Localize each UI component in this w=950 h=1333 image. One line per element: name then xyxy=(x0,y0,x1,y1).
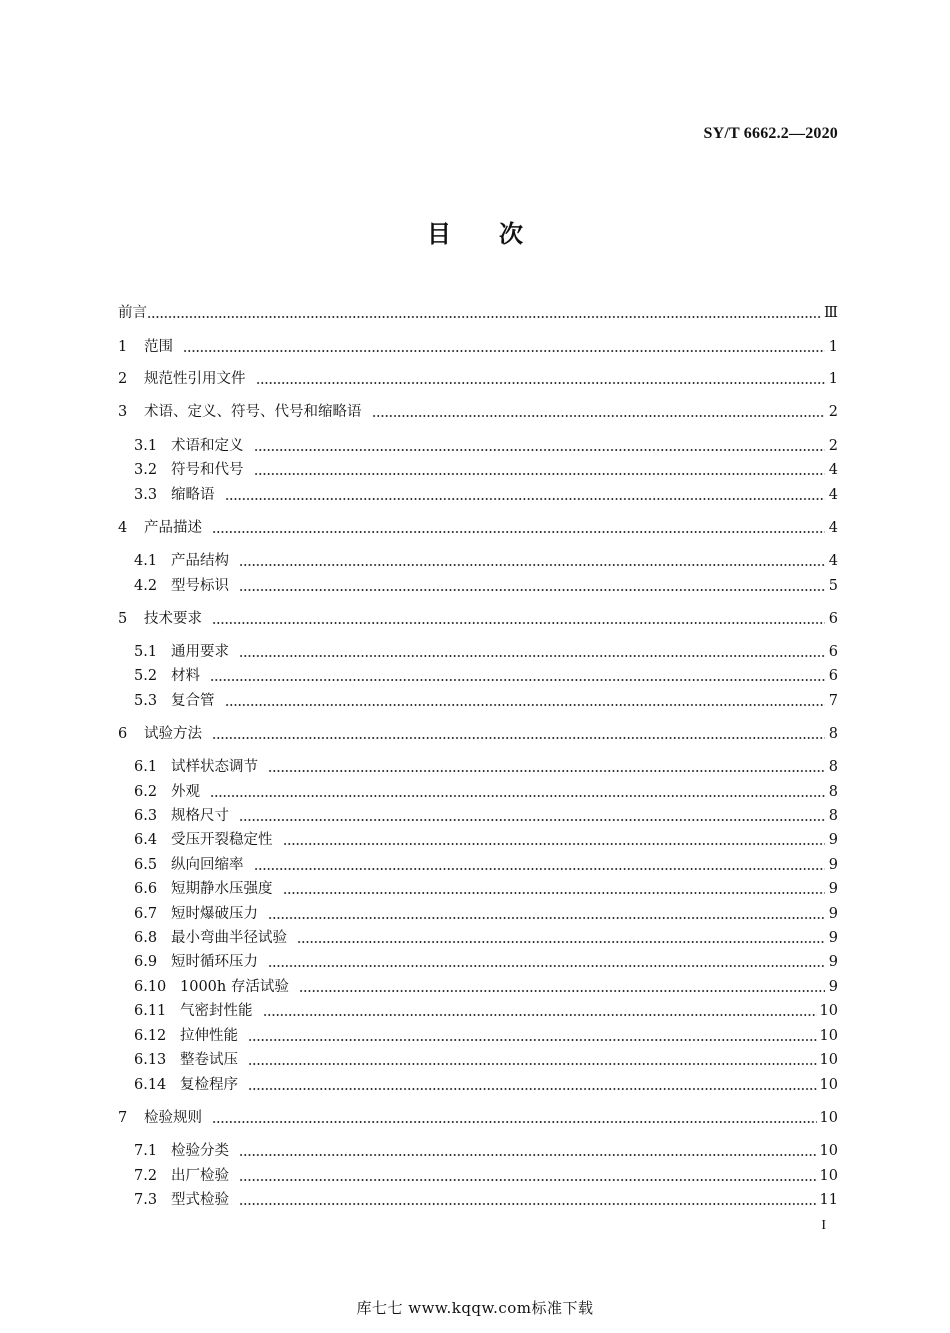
toc-entry[interactable] xyxy=(134,927,838,949)
toc-entry-page: 11 xyxy=(819,1192,838,1208)
toc-entry-page: 1 xyxy=(828,371,838,387)
toc-entry-number: 1 xyxy=(118,339,128,355)
footer-watermark: 库七七 www.kqqw.com标准下载 xyxy=(356,1299,594,1317)
toc-leader-dots xyxy=(225,690,826,712)
toc-leader-dots xyxy=(210,781,825,803)
toc-entry-text: 短时爆破压力 xyxy=(171,906,258,922)
toc-entry-text: 规格尺寸 xyxy=(171,808,229,824)
toc-leader-dots xyxy=(268,756,825,778)
toc-entry[interactable] xyxy=(134,484,838,506)
toc-entry-page: 9 xyxy=(828,881,838,897)
toc-entry-number: 6.11 xyxy=(134,1003,167,1019)
toc-leader-dots xyxy=(283,829,826,851)
toc-entry-page: 2 xyxy=(828,404,838,420)
toc-entry-number: 5.2 xyxy=(134,668,158,684)
toc-entry-page: 4 xyxy=(828,520,838,536)
toc-entry-number: 6.8 xyxy=(134,930,158,946)
toc-entry-text: 纵向回缩率 xyxy=(171,857,244,873)
toc-entry[interactable] xyxy=(118,723,838,745)
toc-entry[interactable] xyxy=(134,459,838,481)
toc-leader-dots xyxy=(225,484,826,506)
toc-entry-text: 拉伸性能 xyxy=(180,1028,238,1044)
toc-entry-text: 气密封性能 xyxy=(180,1003,253,1019)
toc-leader-dots xyxy=(239,1140,817,1162)
toc-entry-text: 技术要求 xyxy=(144,611,202,627)
toc-leader-dots xyxy=(147,302,821,324)
toc-entry-page: 9 xyxy=(828,954,838,970)
toc-entry-text: 规范性引用文件 xyxy=(144,371,246,387)
toc-leader-dots xyxy=(254,854,826,876)
toc-entry-text: 受压开裂稳定性 xyxy=(171,832,273,848)
toc-entry[interactable] xyxy=(134,756,838,778)
toc-leader-dots xyxy=(239,550,825,572)
toc-entry-text: 型式检验 xyxy=(171,1192,229,1208)
toc-entry[interactable] xyxy=(134,550,838,572)
toc-entry-page: 6 xyxy=(828,611,838,627)
toc-entry[interactable] xyxy=(134,805,838,827)
toc-entry[interactable] xyxy=(134,690,838,712)
toc-entry-number: 4.2 xyxy=(134,578,158,594)
toc-entry-page: 10 xyxy=(819,1077,838,1093)
toc-leader-dots xyxy=(248,1074,817,1096)
toc-entry[interactable] xyxy=(134,976,838,998)
toc-entry-text: 出厂检验 xyxy=(171,1168,229,1184)
toc-entry[interactable] xyxy=(134,641,838,663)
toc-leader-dots xyxy=(254,435,826,457)
toc-entry[interactable] xyxy=(134,878,838,900)
page-number: I xyxy=(821,1218,826,1233)
toc-entry[interactable] xyxy=(134,1000,838,1022)
toc-leader-dots xyxy=(212,1107,817,1129)
toc-entry[interactable] xyxy=(118,302,838,324)
toc-entry-page: 9 xyxy=(828,930,838,946)
toc-entry-page: 10 xyxy=(819,1003,838,1019)
toc-entry-number: 3.1 xyxy=(134,438,158,454)
toc-entry-number: 6.2 xyxy=(134,784,158,800)
toc-entry[interactable] xyxy=(134,435,838,457)
toc-entry-number: 6.9 xyxy=(134,954,158,970)
toc-entry-page: 10 xyxy=(819,1028,838,1044)
toc-entry[interactable] xyxy=(118,517,838,539)
toc-entry-text: 检验规则 xyxy=(144,1110,202,1126)
toc-entry[interactable] xyxy=(118,608,838,630)
toc-entry-page: 1 xyxy=(828,339,838,355)
toc-leader-dots xyxy=(268,903,825,925)
toc-entry-page: 9 xyxy=(828,857,838,873)
toc-entry-page: 4 xyxy=(828,487,838,503)
toc-leader-dots xyxy=(239,1165,817,1187)
toc-entry-text: 短时循环压力 xyxy=(171,954,258,970)
toc-entry-page: 8 xyxy=(828,759,838,775)
toc-entry-text: 最小弯曲半径试验 xyxy=(171,930,287,946)
toc-leader-dots xyxy=(212,608,825,630)
toc-entry[interactable] xyxy=(118,336,838,358)
toc-entry[interactable] xyxy=(134,951,838,973)
toc-entry-number: 7.2 xyxy=(134,1168,158,1184)
toc-leader-dots xyxy=(256,368,826,390)
toc-entry-number: 6.3 xyxy=(134,808,158,824)
toc-leader-dots xyxy=(254,459,826,481)
toc-entry[interactable] xyxy=(134,1074,838,1096)
toc-entry-page: 6 xyxy=(828,644,838,660)
toc-entry-page: Ⅲ xyxy=(824,305,838,321)
toc-entry-page: 8 xyxy=(828,726,838,742)
toc-entry-page: 8 xyxy=(828,784,838,800)
toc-entry-text: 复合管 xyxy=(171,693,215,709)
toc-entry-page: 9 xyxy=(828,906,838,922)
toc-entry-number: 5.3 xyxy=(134,693,158,709)
toc-leader-dots xyxy=(239,641,825,663)
toc-leader-dots xyxy=(248,1025,817,1047)
toc-entry-number: 2 xyxy=(118,371,128,387)
toc-entry[interactable] xyxy=(134,829,838,851)
toc-entry-text: 术语和定义 xyxy=(171,438,244,454)
toc-leader-dots xyxy=(212,723,825,745)
toc-entry-number: 6.12 xyxy=(134,1028,167,1044)
toc-entry-text: 复检程序 xyxy=(180,1077,238,1093)
toc-entry-number: 6.10 xyxy=(134,979,167,995)
toc-entry-number: 6.5 xyxy=(134,857,158,873)
toc-entry-page: 10 xyxy=(819,1052,838,1068)
toc-entry-page: 9 xyxy=(828,979,838,995)
toc-entry[interactable] xyxy=(134,575,838,597)
toc-entry-page: 6 xyxy=(828,668,838,684)
toc-entry-number: 4.1 xyxy=(134,553,158,569)
toc-entry[interactable] xyxy=(134,854,838,876)
toc-entry-text: 前言 xyxy=(118,305,147,321)
toc-entry[interactable] xyxy=(134,903,838,925)
toc-entry-text: 1000h 存活试验 xyxy=(180,979,289,995)
toc-entry[interactable] xyxy=(118,401,838,423)
toc-entry-number: 6.13 xyxy=(134,1052,167,1068)
toc-entry-number: 7.3 xyxy=(134,1192,158,1208)
toc-entry-text: 试样状态调节 xyxy=(171,759,258,775)
toc-entry-page: 9 xyxy=(828,832,838,848)
toc-leader-dots xyxy=(239,805,825,827)
toc-leader-dots xyxy=(268,951,825,973)
toc-entry-number: 6 xyxy=(118,726,128,742)
toc-entry-text: 通用要求 xyxy=(171,644,229,660)
toc-leader-dots xyxy=(239,575,825,597)
toc-entry-number: 7.1 xyxy=(134,1143,158,1159)
toc-entry-text: 符号和代号 xyxy=(171,462,244,478)
toc-entry-number: 7 xyxy=(118,1110,128,1126)
toc-entry-number: 6.1 xyxy=(134,759,158,775)
toc-entry-page: 10 xyxy=(819,1143,838,1159)
toc-entry-page: 10 xyxy=(819,1110,838,1126)
toc-leader-dots xyxy=(372,401,826,423)
toc-entry-text: 范围 xyxy=(144,339,173,355)
toc-entry-text: 整卷试压 xyxy=(180,1052,238,1068)
toc-entry-text: 产品结构 xyxy=(171,553,229,569)
toc-entry-page: 7 xyxy=(828,693,838,709)
toc-entry[interactable] xyxy=(134,1140,838,1162)
toc-entry-page: 5 xyxy=(828,578,838,594)
toc-entry-text: 检验分类 xyxy=(171,1143,229,1159)
toc-leader-dots xyxy=(212,517,825,539)
toc-leader-dots xyxy=(183,336,825,358)
standard-number: SY/T 6662.2—2020 xyxy=(703,125,838,142)
toc-entry-number: 6.4 xyxy=(134,832,158,848)
toc-entry[interactable] xyxy=(134,665,838,687)
toc-entry[interactable] xyxy=(134,1049,838,1071)
toc-entry-page: 4 xyxy=(828,553,838,569)
toc-entry-text: 型号标识 xyxy=(171,578,229,594)
toc-entry-text: 外观 xyxy=(171,784,200,800)
toc-entry-page: 4 xyxy=(828,462,838,478)
toc-entry[interactable] xyxy=(134,1165,838,1187)
toc-leader-dots xyxy=(297,927,825,949)
toc-entry[interactable] xyxy=(134,1025,838,1047)
toc-entry[interactable] xyxy=(134,781,838,803)
toc-entry-text: 试验方法 xyxy=(144,726,202,742)
toc-entry-text: 缩略语 xyxy=(171,487,215,503)
toc-leader-dots xyxy=(299,976,825,998)
toc-entry[interactable] xyxy=(118,1107,838,1129)
toc-leader-dots xyxy=(210,665,825,687)
toc-leader-dots xyxy=(263,1000,817,1022)
toc-entry-number: 5 xyxy=(118,611,128,627)
toc-entry-number: 4 xyxy=(118,520,128,536)
page-title: 目次 xyxy=(427,220,571,248)
toc-entry-page: 10 xyxy=(819,1168,838,1184)
toc-entry[interactable] xyxy=(118,368,838,390)
toc-entry-number: 6.14 xyxy=(134,1077,167,1093)
toc-entry-number: 3 xyxy=(118,404,128,420)
toc-leader-dots xyxy=(283,878,826,900)
toc-entry-text: 短期静水压强度 xyxy=(171,881,273,897)
toc-entry-page: 8 xyxy=(828,808,838,824)
toc-entry-text: 术语、定义、符号、代号和缩略语 xyxy=(144,404,362,420)
toc-entry-text: 材料 xyxy=(171,668,200,684)
toc-leader-dots xyxy=(248,1049,817,1071)
toc-entry-number: 3.2 xyxy=(134,462,158,478)
toc-entry-page: 2 xyxy=(828,438,838,454)
toc-entry-number: 6.6 xyxy=(134,881,158,897)
toc-entry-number: 6.7 xyxy=(134,906,158,922)
toc-leader-dots xyxy=(239,1189,817,1211)
toc-entry[interactable] xyxy=(134,1189,838,1211)
toc-entry-number: 5.1 xyxy=(134,644,158,660)
toc-entry-number: 3.3 xyxy=(134,487,158,503)
toc-entry-text: 产品描述 xyxy=(144,520,202,536)
